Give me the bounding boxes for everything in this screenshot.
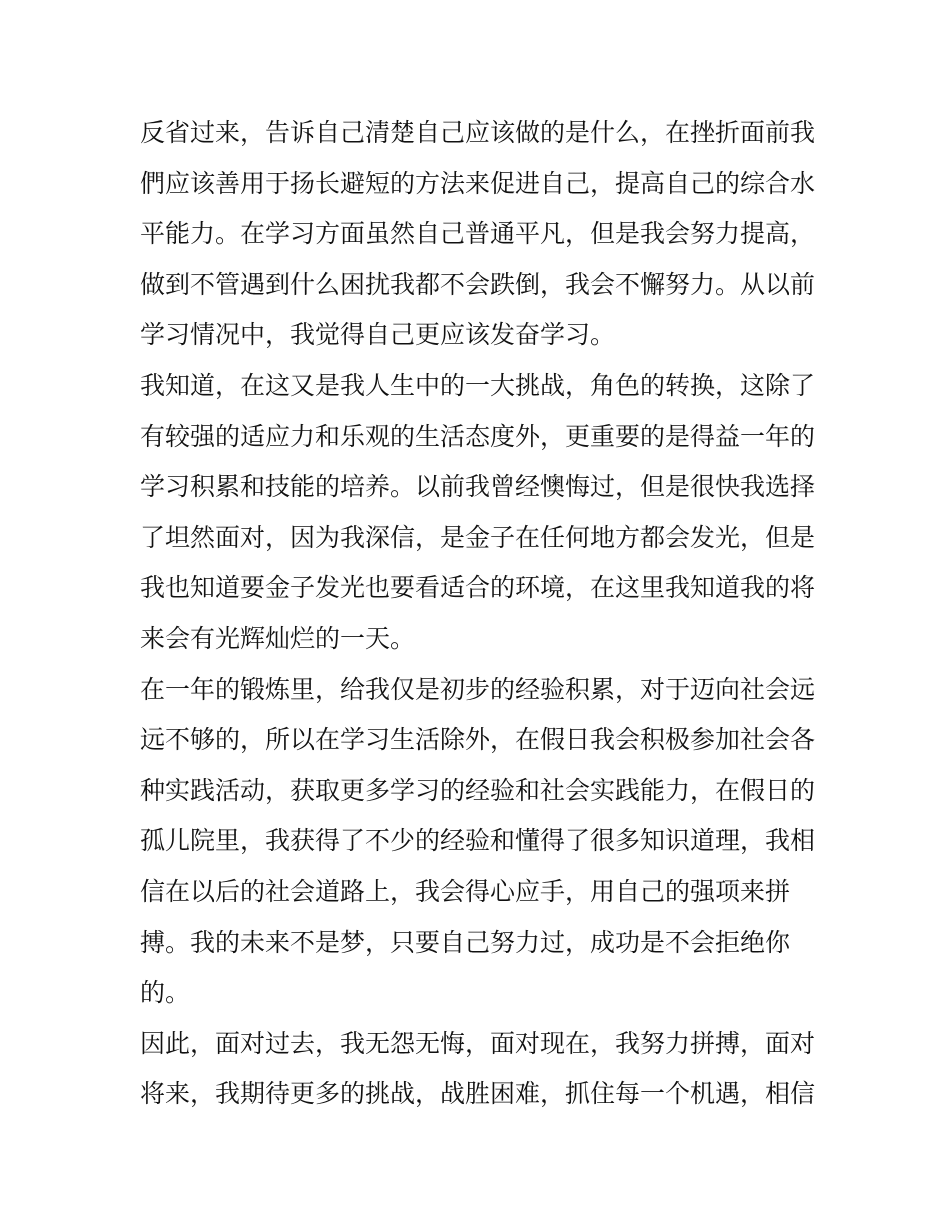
text-line: 孤儿院里，我获得了不少的经验和懂得了很多知识道理，我相: [140, 826, 816, 856]
text-line: 做到不管遇到什么困扰我都不会跌倒，我会不懈努力。从以前: [140, 269, 816, 299]
text-line: 有较强的适应力和乐观的生活态度外，更重要的是得益一年的: [140, 421, 816, 451]
text-line: 的。: [140, 978, 191, 1008]
text-line: 远不够的，所以在学习生活除外，在假日我会积极参加社会各: [140, 725, 816, 755]
text-line: 平能力。在学习方面虽然自己普通平凡，但是我会努力提高，: [140, 219, 816, 249]
text-line: 来会有光辉灿烂的一天。: [140, 623, 416, 653]
text-line: 将来，我期待更多的挑战，战胜困难，抓住每一个机遇，相信: [140, 1079, 816, 1109]
text-line: 因此，面对过去，我无怨无悔，面对现在，我努力拼搏，面对: [140, 1028, 816, 1058]
text-line: 我也知道要金子发光也要看适合的环境，在这里我知道我的将: [140, 573, 816, 603]
text-line: 反省过来，告诉自己清楚自己应该做的是什么，在挫折面前我: [140, 118, 816, 147]
text-line: 了坦然面对，因为我深信，是金子在任何地方都会发光，但是: [140, 522, 816, 552]
text-line: 在一年的锻炼里，给我仅是初步的经验积累，对于迈向社会远: [140, 674, 816, 704]
document-body: [140, 108, 820, 1120]
text-line: 信在以后的社会道路上，我会得心应手，用自己的强项来拼: [140, 876, 791, 906]
text-line: 們应该善用于扬长避短的方法来促进自己，提高自己的综合水: [140, 168, 816, 198]
text-line: 学习情况中，我觉得自己更应该发奋学习。: [140, 320, 616, 350]
text-line: 学习积累和技能的培养。以前我曾经懊悔过，但是很快我选择: [140, 472, 816, 502]
text-line: 搏。我的未来不是梦，只要自己努力过，成功是不会拒绝你: [140, 927, 791, 957]
text-line: 种实践活动，获取更多学习的经验和社会实践能力，在假日的: [140, 775, 816, 805]
text-line: 我知道，在这又是我人生中的一大挑战，角色的转换，这除了: [140, 370, 816, 400]
